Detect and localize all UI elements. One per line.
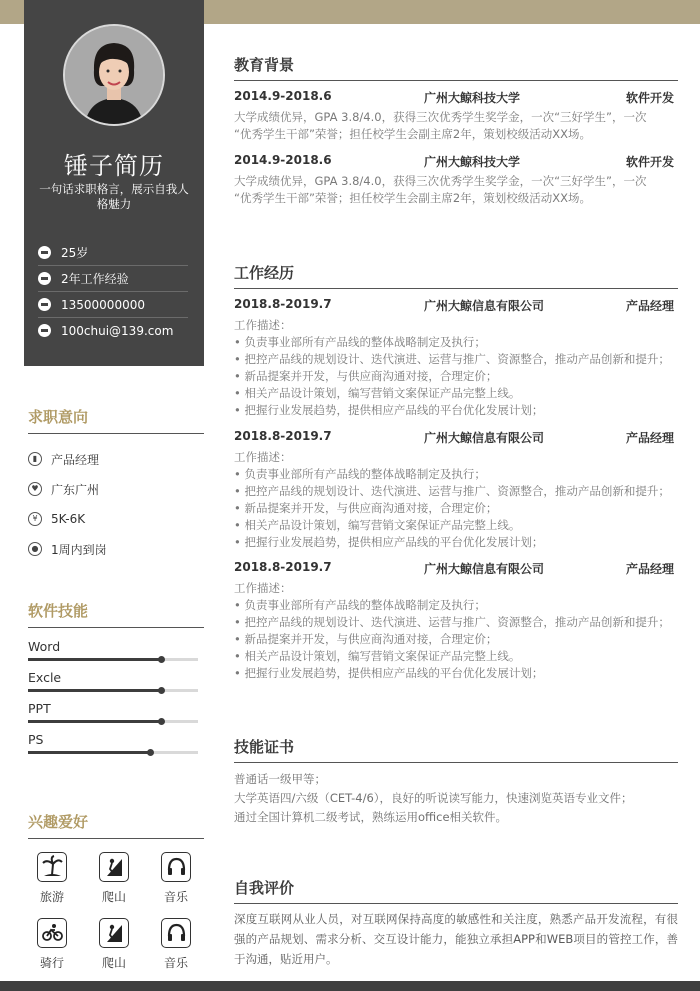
entry-line: • 相关产品设计策划，编写营销文案保证产品完整上线。: [234, 518, 521, 532]
cert-line: 通过全国计算机二级考试，熟练运用office相关软件。: [234, 810, 508, 824]
work-entry: [234, 429, 678, 551]
entry-line: • 负责事业部所有产品线的整体战略制定及执行；: [234, 598, 486, 612]
entry-header: [234, 429, 678, 449]
entry-line: 大学成绩优异，GPA 3.8/4.0，获得三次优秀学生奖学金，一次“三好学生”，一次: [234, 174, 647, 188]
entry-line: • 新品提案并开发，与供应商沟通对接，合理定价；: [234, 501, 498, 515]
entry-role: 产品经理: [625, 299, 674, 313]
intent-position: [28, 444, 198, 474]
entry-date: 2014.9-2018.6: [234, 89, 332, 103]
entry-line: • 把控产品线的规划设计、迭代演进、运营与推广、资源整合，推动产品创新和提升；: [234, 352, 670, 366]
avatar: [63, 24, 165, 126]
entry-line: 工作描述：: [234, 450, 292, 464]
skill-level-knob: [147, 749, 154, 756]
entry-org: 广州大鲸科技大学: [424, 91, 521, 105]
hobbies-heading: 兴趣爱好: [28, 811, 204, 839]
entry-line: • 把握行业发展趋势，提供相应产品线的平台优化发展计划；: [234, 666, 544, 680]
entry-line: • 把控产品线的规划设计、迭代演进、运营与推广、资源整合，推动产品创新和提升；: [234, 615, 670, 629]
entry-header: [234, 89, 678, 109]
entry-line: • 负责事业部所有产品线的整体战略制定及执行；: [234, 467, 486, 481]
info-experience: [38, 266, 188, 292]
skills-list: [28, 636, 200, 760]
hobby-music: [148, 918, 204, 971]
entry-line: 工作描述：: [234, 581, 292, 595]
selfeval-heading: 自我评价: [234, 877, 678, 904]
entry-date: 2014.9-2018.6: [234, 153, 332, 167]
skills-heading: 软件技能: [28, 600, 204, 628]
intent-text: 1周内到岗: [51, 542, 107, 557]
intent-availability: [28, 534, 198, 564]
skill-level-fill: [28, 720, 161, 723]
entry-date: 2018.8-2019.7: [234, 297, 332, 311]
skill-level-track: [28, 689, 198, 692]
skill-level-track: [28, 658, 198, 661]
info-age: [38, 240, 188, 266]
entry-line: “优秀学生干部”荣誉；担任校学生会副主席2年，策划校级活动XX场。: [234, 191, 591, 205]
intent-text: 5K-6K: [51, 512, 86, 526]
hobby-label: 音乐: [163, 890, 188, 904]
entry-date: 2018.8-2019.7: [234, 560, 332, 574]
entry-line: • 新品提案并开发，与供应商沟通对接，合理定价；: [234, 632, 498, 646]
hobby-climbing: [86, 852, 142, 905]
entry-line: “优秀学生干部”荣誉；担任校学生会副主席2年，策划校级活动XX场。: [234, 127, 591, 141]
profile-name: 锤子简历: [64, 152, 164, 180]
briefcase-icon: [38, 272, 51, 285]
hobby-label: 骑行: [39, 956, 64, 970]
entry-line: 工作描述：: [234, 318, 292, 332]
entry-line: • 相关产品设计策划，编写营销文案保证产品完整上线。: [234, 649, 521, 663]
entry-role: 软件开发: [625, 91, 674, 105]
hobby-cycling: [24, 918, 80, 971]
intent-heading: 求职意向: [28, 406, 204, 434]
entry-line: 大学成绩优异，GPA 3.8/4.0，获得三次优秀学生奖学金，一次“三好学生”，一次: [234, 110, 647, 124]
mail-icon: [38, 324, 51, 337]
entry-line: • 新品提案并开发，与供应商沟通对接，合理定价；: [234, 369, 498, 383]
bottom-bar: [0, 981, 700, 991]
entry-header: [234, 297, 678, 317]
info-phone: [38, 292, 188, 318]
entry-description: [234, 109, 678, 143]
certs-heading: 技能证书: [234, 736, 678, 763]
entry-org: 广州大鲸信息有限公司: [424, 431, 545, 445]
hobby-travel: [24, 852, 80, 905]
entry-org: 广州大鲸信息有限公司: [424, 299, 545, 313]
position-icon: ▮: [28, 452, 42, 466]
entry-line: • 负责事业部所有产品线的整体战略制定及执行；: [234, 335, 486, 349]
selfeval-text: 深度互联网从业人员，对互联网保持高度的敏感性和关注度，熟悉产品开发流程，有很强的产品规划、需求分析、交互设计能力，能独立承担APP和WEB项目的管控工作，善于沟通，贴近用户。: [234, 912, 678, 966]
cert-line: 普通话一级甲等；: [234, 772, 326, 786]
intent-text: 产品经理: [51, 452, 100, 467]
skill-name: PPT: [28, 701, 51, 716]
profile-motto: 一句话求职格言，展示自我人格魅力: [39, 182, 189, 211]
entry-header: [234, 153, 678, 173]
entry-role: 产品经理: [625, 562, 674, 576]
intent-salary: [28, 504, 198, 534]
entry-description: [234, 580, 678, 682]
entry-org: 广州大鲸信息有限公司: [424, 562, 545, 576]
contact-info-list: [38, 240, 188, 343]
headphones-icon: [161, 852, 191, 882]
work-heading: 工作经历: [234, 262, 678, 289]
hobby-label: 旅游: [39, 890, 64, 904]
entry-description: [234, 317, 678, 419]
skill-level-fill: [28, 689, 161, 692]
climbing-icon: [99, 852, 129, 882]
skill-level-fill: [28, 658, 161, 661]
skill-row: [28, 667, 200, 698]
climbing-icon: [99, 918, 129, 948]
skill-level-knob: [158, 718, 165, 725]
skill-row: [28, 636, 200, 667]
certs-list: [234, 770, 678, 827]
skill-row: [28, 729, 200, 760]
profile-card: [24, 0, 204, 366]
hobby-label: 音乐: [163, 956, 188, 970]
entry-line: • 相关产品设计策划，编写营销文案保证产品完整上线。: [234, 386, 521, 400]
entry-line: • 把控产品线的规划设计、迭代演进、运营与推广、资源整合，推动产品创新和提升；: [234, 484, 670, 498]
hobby-label: 爬山: [101, 956, 126, 970]
work-entry: [234, 560, 678, 682]
clock-icon: ●: [28, 542, 42, 556]
salary-icon: ¥: [28, 512, 42, 526]
info-email: [38, 318, 188, 343]
intent-text: 广东广州: [51, 482, 100, 497]
work-entry: [234, 297, 678, 419]
entry-description: [234, 449, 678, 551]
intent-location: [28, 474, 198, 504]
bicycle-icon: [37, 918, 67, 948]
info-text: 25岁: [61, 246, 89, 260]
cert-line: 大学英语四/六级（CET-4/6），良好的听说读写能力，快速浏览英语专业文件；: [234, 791, 633, 805]
skill-level-track: [28, 751, 198, 754]
intent-list: [28, 444, 198, 564]
entry-line: • 把握行业发展趋势，提供相应产品线的平台优化发展计划；: [234, 535, 544, 549]
avatar-portrait-icon: [65, 26, 163, 124]
palm-tree-icon: [37, 852, 67, 882]
entry-role: 软件开发: [625, 155, 674, 169]
hobby-music: [148, 852, 204, 905]
entry-line: • 把握行业发展趋势，提供相应产品线的平台优化发展计划；: [234, 403, 544, 417]
entry-description: [234, 173, 678, 207]
skill-name: PS: [28, 732, 44, 747]
skill-level-knob: [158, 656, 165, 663]
entry-header: [234, 560, 678, 580]
skill-name: Word: [28, 639, 61, 654]
skill-level-fill: [28, 751, 150, 754]
headphones-icon: [161, 918, 191, 948]
skill-row: [28, 698, 200, 729]
info-text: 2年工作经验: [61, 272, 129, 286]
info-text: 13500000000: [61, 297, 145, 312]
entry-role: 产品经理: [625, 431, 674, 445]
location-icon: ♥: [28, 482, 42, 496]
phone-icon: [38, 298, 51, 311]
education-heading: 教育背景: [234, 54, 678, 81]
skill-level-knob: [158, 687, 165, 694]
hobby-climbing: [86, 918, 142, 971]
entry-org: 广州大鲸科技大学: [424, 155, 521, 169]
info-text: 100chui@139.com: [61, 323, 174, 338]
hobby-label: 爬山: [101, 890, 126, 904]
education-entry: [234, 89, 678, 143]
entry-date: 2018.8-2019.7: [234, 429, 332, 443]
skill-level-track: [28, 720, 198, 723]
education-entry: [234, 153, 678, 207]
skill-name: Excle: [28, 670, 62, 685]
person-icon: [38, 246, 51, 259]
